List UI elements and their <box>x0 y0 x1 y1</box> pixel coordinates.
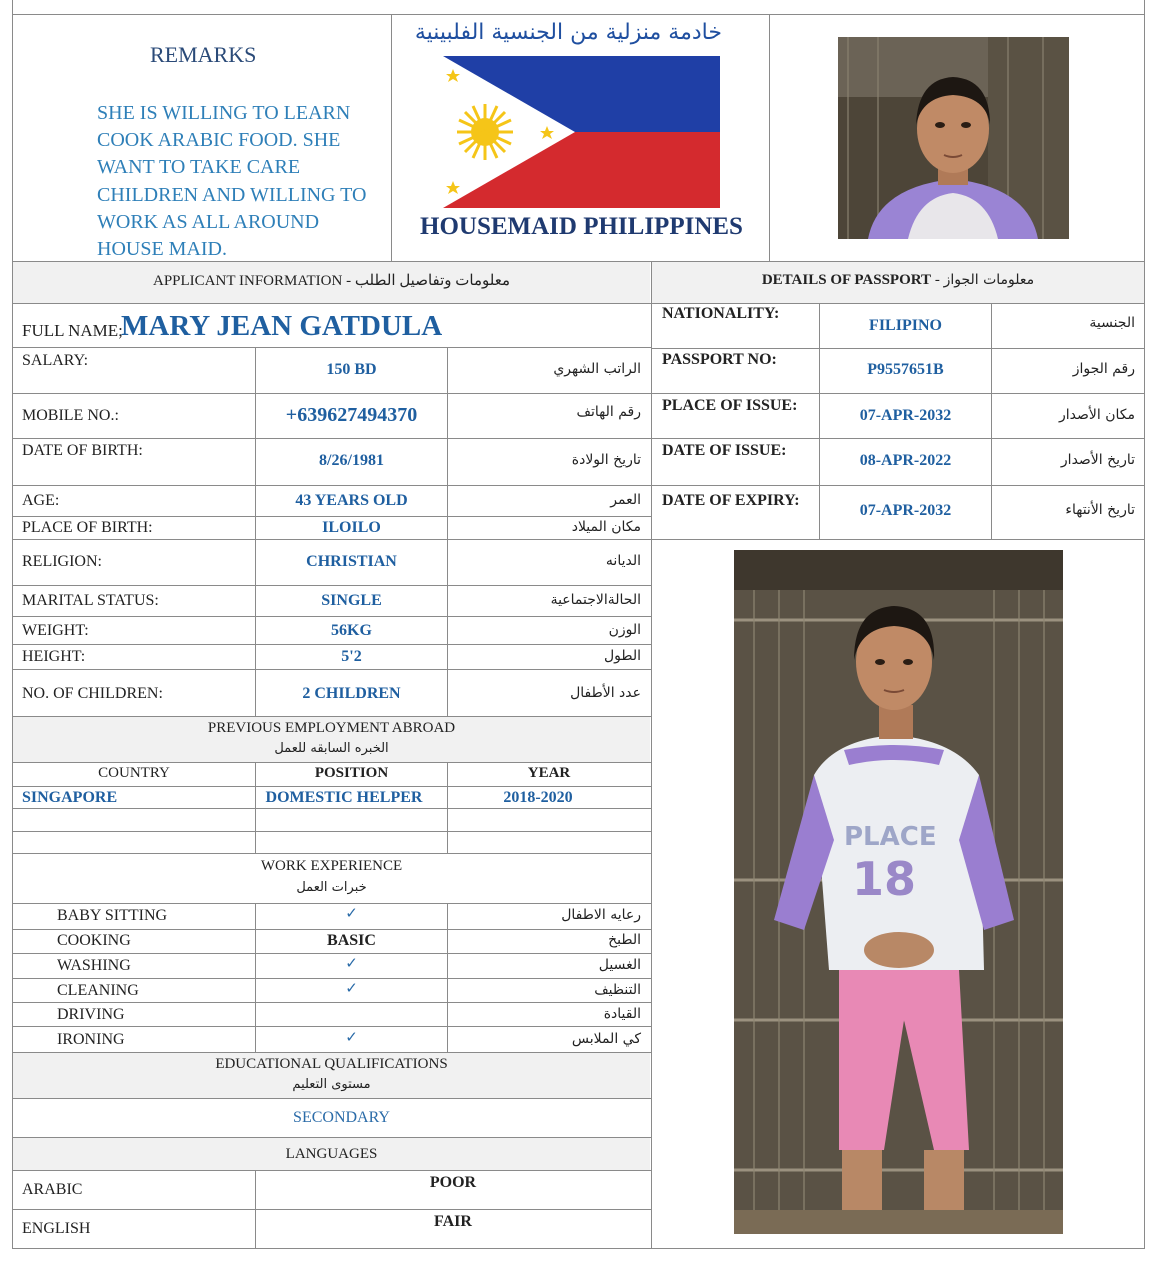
language-level: FAIR <box>434 1213 472 1230</box>
applicant-field-label-ar: تاريخ الولادة <box>571 452 641 468</box>
skill-label: CLEANING <box>57 982 139 999</box>
applicant-field-label: MOBILE NO.: <box>22 407 119 424</box>
applicant-field-label: MARITAL STATUS: <box>22 592 159 609</box>
philippine-flag-icon <box>443 56 720 208</box>
applicant-field-label-ar: الطول <box>603 648 641 664</box>
skill-label: DRIVING <box>57 1006 125 1023</box>
applicant-field-label: WEIGHT: <box>22 622 89 639</box>
education-title-ar: مستوى التعليم <box>292 1077 371 1092</box>
passport-field-value: P9557651B <box>867 361 944 378</box>
applicant-field-value: 8/26/1981 <box>319 452 384 469</box>
passport-field-label: NATIONALITY: <box>662 305 780 322</box>
employment-country: SINGAPORE <box>22 789 118 806</box>
applicant-field-label: HEIGHT: <box>22 648 86 665</box>
shirt-text-18: 18 <box>852 852 917 906</box>
skill-label-ar: الغسيل <box>598 957 641 973</box>
checkmark-icon: ✓ <box>345 1028 358 1046</box>
language-level: POOR <box>429 1174 477 1191</box>
remarks-line: COOK ARABIC FOOD. SHE <box>97 129 341 152</box>
applicant-field-label-ar: الوزن <box>608 622 641 638</box>
education-title: EDUCATIONAL QUALIFICATIONS <box>215 1056 448 1072</box>
checkmark-icon: ✓ <box>345 904 358 922</box>
education-value: SECONDARY <box>293 1109 390 1126</box>
passport-field-label: DATE OF ISSUE: <box>662 442 787 459</box>
portrait-photo <box>838 37 1069 239</box>
passport-field-label: PLACE OF ISSUE: <box>662 397 798 414</box>
passport-field-label-ar: الجنسية <box>1089 315 1135 331</box>
applicant-field-label: AGE: <box>22 492 60 509</box>
applicant-field-value: ILOILO <box>322 519 381 536</box>
applicant-field-label-ar: الحالةالاجتماعية <box>550 592 641 608</box>
skill-label: COOKING <box>57 932 131 949</box>
skill-label: BABY SITTING <box>57 907 168 924</box>
checkmark-icon: ✓ <box>345 954 358 972</box>
passport-field-label-ar: رقم الجواز <box>1072 361 1135 377</box>
checkmark-icon: ✓ <box>345 979 358 997</box>
arabic-title: خادمة منزلية من الجنسية الفلبينية <box>414 20 722 45</box>
full-name-label: FULL NAME; <box>22 321 123 340</box>
col-year: YEAR <box>527 765 571 781</box>
applicant-field-value: 2 CHILDREN <box>302 685 401 702</box>
skill-label-ar: رعايه الاطفال <box>561 907 641 923</box>
skill-label-ar: القيادة <box>603 1006 641 1022</box>
applicant-field-label-ar: مكان الميلاد <box>571 519 641 535</box>
remarks-line: WORK AS ALL AROUND <box>97 210 320 233</box>
skill-label: WASHING <box>57 957 131 974</box>
language-name: ARABIC <box>22 1181 83 1198</box>
remarks-title: REMARKS <box>150 42 257 67</box>
employment-title-ar: الخبره السابقه للعمل <box>274 741 389 756</box>
main-title: HOUSEMAID PHILIPPINES <box>420 213 743 240</box>
applicant-field-label: PLACE OF BIRTH: <box>22 519 153 536</box>
applicant-field-label-ar: عدد الأطفال <box>570 685 641 701</box>
applicant-section-header: APPLICANT INFORMATION - معلومات وتفاصيل الطلب <box>153 273 510 289</box>
employment-position: DOMESTIC HELPER <box>265 789 423 806</box>
shirt-text-place: PLACE <box>844 822 937 852</box>
skill-label-ar: كي الملابس <box>571 1031 641 1047</box>
applicant-field-value: 56KG <box>331 622 372 639</box>
remarks-line: SHE IS WILLING TO LEARN <box>97 102 351 124</box>
passport-field-value: 08-APR-2022 <box>859 452 952 469</box>
passport-field-label: PASSPORT NO: <box>662 351 777 368</box>
remarks-line: WANT TO TAKE CARE <box>97 156 301 179</box>
passport-field-value: 07-APR-2032 <box>859 407 952 424</box>
applicant-field-value: 5'2 <box>341 648 362 665</box>
passport-field-label: DATE OF EXPIRY: <box>662 492 800 509</box>
applicant-field-label: RELIGION: <box>22 553 102 570</box>
skill-label: IRONING <box>57 1031 125 1048</box>
passport-field-label-ar: مكان الأصدار <box>1059 407 1135 423</box>
language-name: ENGLISH <box>22 1220 91 1237</box>
remarks-line: CHILDREN AND WILLING TO <box>97 183 367 206</box>
applicant-field-label: NO. OF CHILDREN: <box>22 685 163 702</box>
remarks-text <box>97 100 366 263</box>
remarks-line: HOUSE MAID. <box>97 238 227 261</box>
passport-field-label-ar: تاريخ الأنتهاء <box>1065 502 1135 518</box>
applicant-field-value: SINGLE <box>321 592 382 609</box>
applicant-field-value: 150 BD <box>326 361 377 378</box>
applicant-field-label-ar: العمر <box>610 492 641 508</box>
employment-title: PREVIOUS EMPLOYMENT ABROAD <box>207 720 456 736</box>
applicant-field-label: SALARY: <box>22 352 89 369</box>
col-position: POSITION <box>314 765 389 781</box>
applicant-field-label-ar: الديانه <box>605 553 641 569</box>
passport-field-value: FILIPINO <box>869 317 942 334</box>
applicant-field-value: 43 YEARS OLD <box>295 492 408 509</box>
work-experience-title: WORK EXPERIENCE <box>260 858 403 874</box>
skill-label-ar: الطبخ <box>608 932 641 948</box>
skill-level: BASIC <box>327 932 376 949</box>
full-body-photo <box>734 550 1063 1234</box>
employment-year: 2018-2020 <box>503 789 573 806</box>
skill-label-ar: التنظيف <box>594 982 641 998</box>
passport-section-header: DETAILS OF PASSPORT - معلومات الجواز <box>761 272 1035 288</box>
applicant-field-label-ar: الراتب الشهري <box>553 361 641 377</box>
applicant-field-label: DATE OF BIRTH: <box>22 442 143 459</box>
full-name-value: MARY JEAN GATDULA <box>121 310 443 342</box>
applicant-field-value: +639627494370 <box>285 404 418 426</box>
passport-field-value: 07-APR-2032 <box>859 502 952 519</box>
languages-title: LANGUAGES <box>285 1146 378 1162</box>
col-country: COUNTRY <box>98 765 170 781</box>
applicant-field-value: CHRISTIAN <box>306 553 397 570</box>
passport-field-label-ar: تاريخ الأصدار <box>1060 452 1135 468</box>
applicant-field-label-ar: رقم الهاتف <box>576 404 641 420</box>
work-experience-title-ar: خبرات العمل <box>296 880 367 895</box>
